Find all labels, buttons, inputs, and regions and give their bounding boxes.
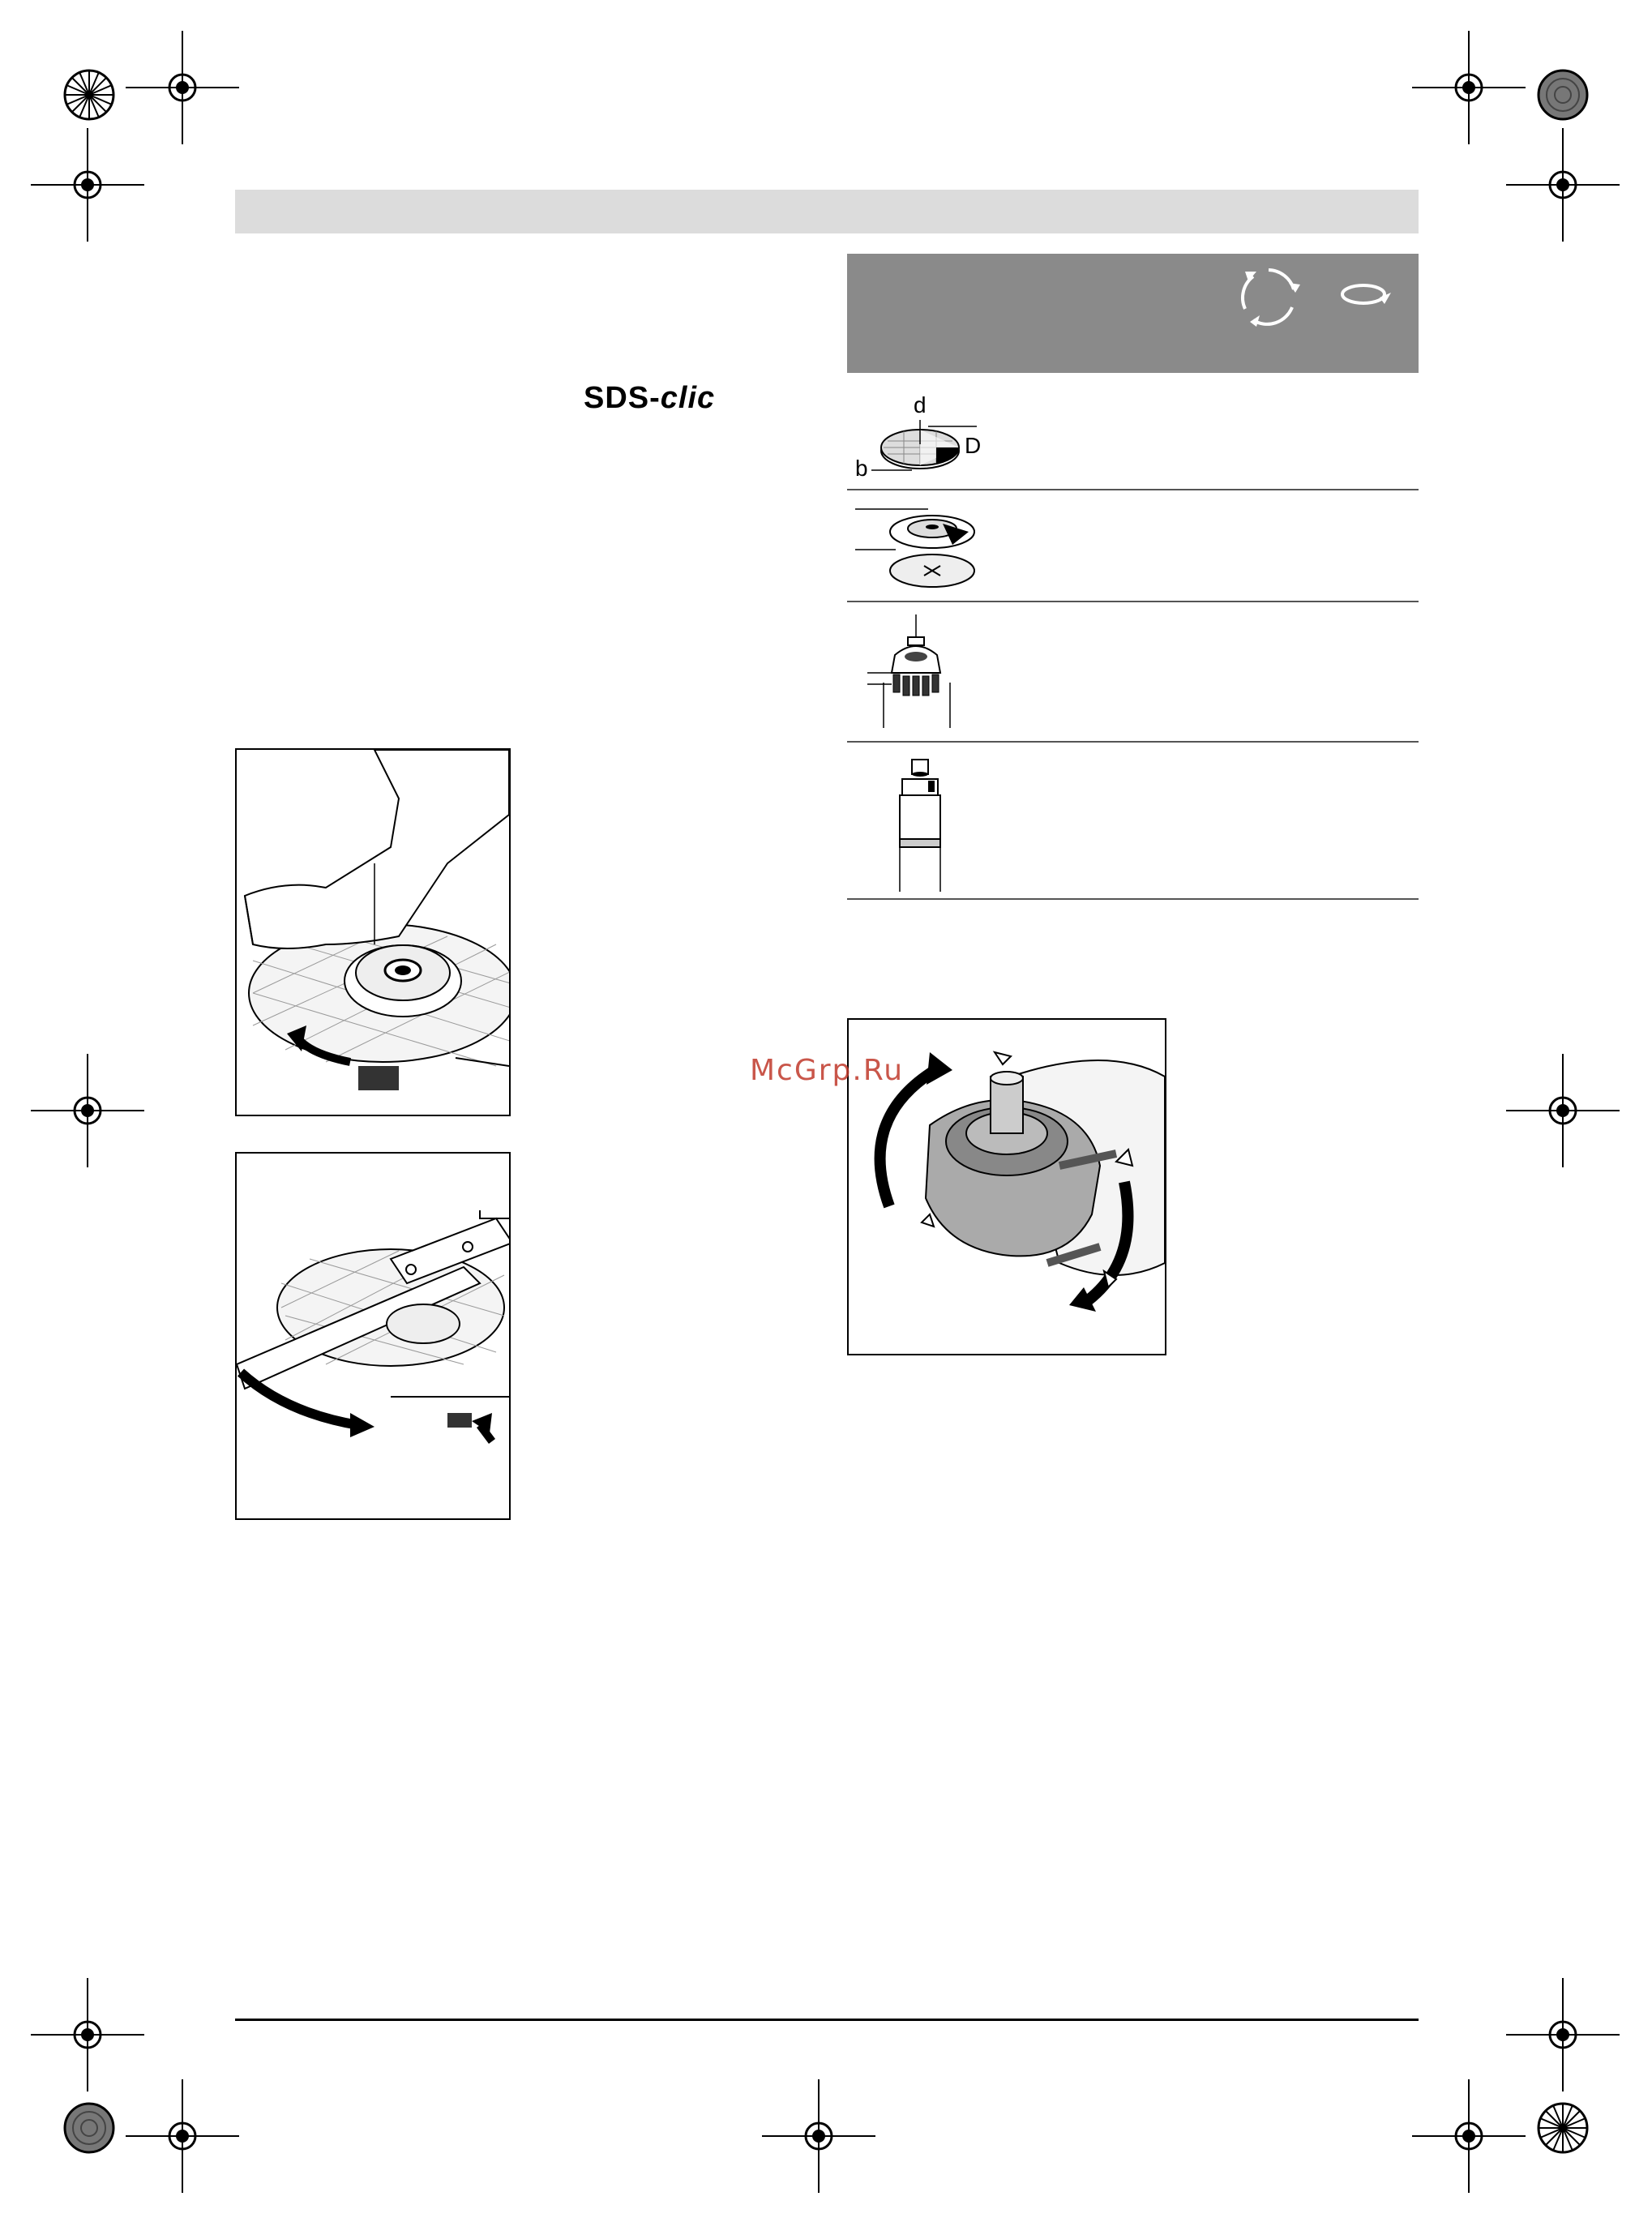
rotation-cycle-icon	[1232, 260, 1305, 333]
registration-mark-icon	[126, 31, 239, 144]
figure-hand-tightening-nut	[235, 748, 511, 1116]
dim-label-D: D	[965, 433, 982, 458]
registration-mark-icon	[1506, 1054, 1620, 1167]
registration-mark-icon	[762, 2079, 875, 2193]
table-row-divider	[847, 898, 1419, 900]
registration-mark-icon	[1506, 2071, 1620, 2185]
registration-mark-icon	[126, 2079, 239, 2193]
registration-mark-icon	[31, 1054, 144, 1167]
figure-wrench-loosening-nut	[235, 1152, 511, 1520]
backing-pad-figure	[847, 496, 1009, 602]
page-header-bar	[235, 190, 1419, 233]
dim-label-d: d	[914, 392, 927, 417]
table-row-divider	[847, 741, 1419, 743]
watermark-text: McGrp.Ru	[750, 1054, 905, 1087]
rotate-arrow-icon	[1337, 278, 1394, 310]
dim-label-b: b	[855, 456, 868, 481]
registration-mark-icon	[1506, 128, 1620, 242]
footer-rule	[235, 2019, 1419, 2021]
cup-brush-figure	[859, 614, 973, 728]
core-bit-figure	[879, 758, 961, 892]
table-row-divider	[847, 489, 1419, 490]
registration-mark-icon	[31, 128, 144, 242]
sds-clic-logo: SDS-clic	[584, 381, 716, 415]
table-row-divider	[847, 601, 1419, 602]
disc-dimension-figure	[847, 387, 1009, 485]
table-header	[847, 254, 1419, 373]
